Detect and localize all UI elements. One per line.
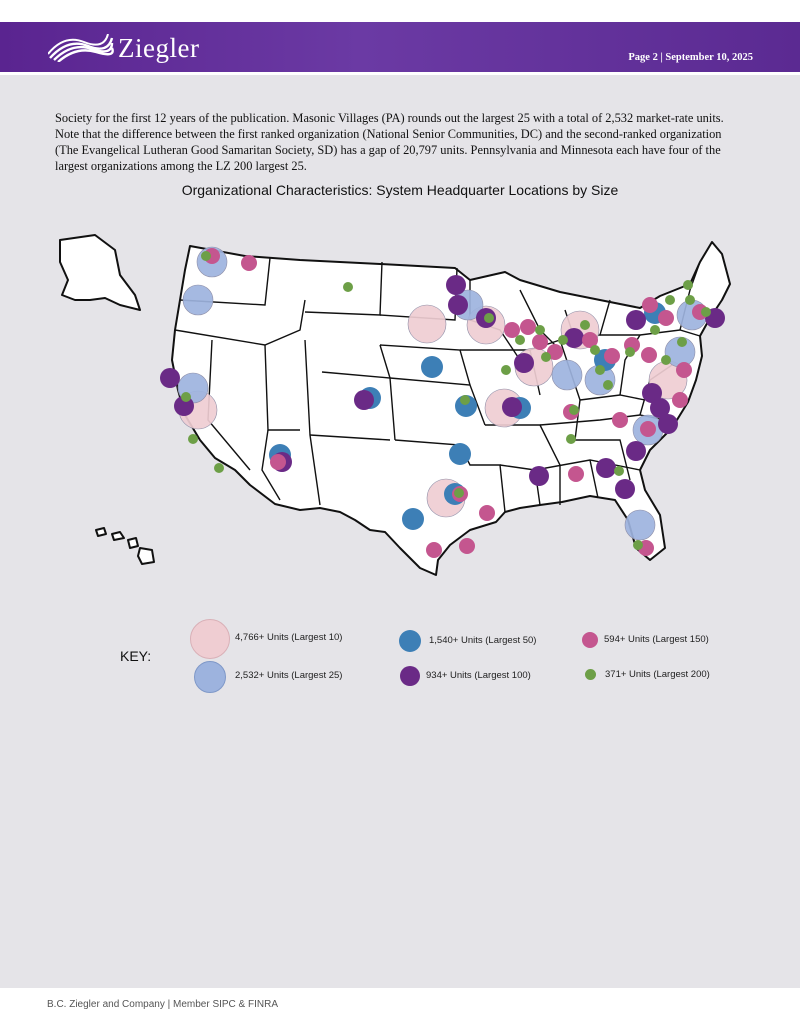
hq-bubble-largest-200 (677, 337, 687, 347)
hq-bubble-largest-200 (343, 282, 353, 292)
hq-bubble-largest-25 (625, 510, 655, 540)
hq-bubble-largest-150 (504, 322, 520, 338)
hq-bubble-largest-100 (502, 397, 522, 417)
hq-bubble-largest-150 (642, 297, 658, 313)
hq-bubble-largest-10 (408, 305, 446, 343)
hq-bubble-largest-200 (580, 320, 590, 330)
legend-item-largest-10 (190, 619, 390, 661)
hq-bubble-largest-200 (214, 463, 224, 473)
page-header (0, 22, 800, 72)
hq-bubble-largest-200 (535, 325, 545, 335)
footer-text: B.C. Ziegler and Company | Member SIPC & FINRA (47, 999, 279, 1010)
wave-icon (48, 34, 114, 62)
intro-paragraph: Society for the first 12 years of the publication. Masonic Villages (PA) rounds out the largest 25 with a total of 2,532 market-rate units. Note that the difference between the first ranked organization (National Senior Communities, DC) and the second-ranked organization (The Evangelical Lutheran Good Samaritan Society, SD) has a gap of 20,797 units. Pennsylvania and Minnesota each have four of the largest organizations among the LZ 200 largest 25. (55, 111, 724, 173)
hq-bubble-largest-200 (590, 345, 600, 355)
hq-bubble-largest-200 (454, 488, 464, 498)
header-divider (0, 72, 800, 75)
hq-bubble-largest-200 (541, 352, 551, 362)
hq-bubble-largest-100 (615, 479, 635, 499)
legend-item-largest-150 (582, 632, 782, 674)
hq-bubble-largest-150 (520, 319, 536, 335)
hq-bubble-largest-200 (501, 365, 511, 375)
hq-bubble-largest-50 (421, 356, 443, 378)
hq-bubble-largest-200 (625, 347, 635, 357)
hawaii-island (112, 532, 124, 540)
legend-label-largest-200: 371+ Units (Largest 200) (605, 669, 710, 680)
top-margin (0, 0, 800, 22)
legend-item-largest-100 (400, 666, 600, 708)
alaska-outline (60, 235, 140, 310)
hq-bubble-largest-150 (270, 454, 286, 470)
legend-label-largest-10: 4,766+ Units (Largest 10) (235, 632, 343, 643)
hq-bubble-largest-150 (676, 362, 692, 378)
legend-swatch-largest-150 (582, 632, 598, 648)
legend-swatch-largest-200 (585, 669, 596, 680)
hq-bubble-largest-150 (672, 392, 688, 408)
hq-bubble-largest-100 (514, 353, 534, 373)
hq-bubble-largest-150 (641, 347, 657, 363)
hq-bubble-largest-150 (640, 421, 656, 437)
hq-bubble-largest-200 (603, 380, 613, 390)
hq-bubble-largest-200 (595, 365, 605, 375)
hq-bubble-largest-100 (448, 295, 468, 315)
hawaii-island (96, 528, 106, 536)
legend-label-largest-50: 1,540+ Units (Largest 50) (429, 635, 537, 646)
hq-bubble-largest-200 (661, 355, 671, 365)
hq-bubble-largest-150 (568, 466, 584, 482)
page-info: Page 2 | September 10, 2025 (628, 52, 753, 63)
hq-bubble-largest-200 (701, 307, 711, 317)
hq-bubble-largest-100 (650, 398, 670, 418)
legend-label-largest-25: 2,532+ Units (Largest 25) (235, 670, 343, 681)
hq-bubble-largest-50 (402, 508, 424, 530)
hq-bubble-largest-200 (569, 405, 579, 415)
hq-bubble-largest-100 (626, 310, 646, 330)
hq-bubble-largest-200 (685, 295, 695, 305)
hq-bubble-largest-200 (515, 335, 525, 345)
hq-bubble-largest-200 (614, 466, 624, 476)
hq-bubble-largest-200 (181, 392, 191, 402)
hq-bubble-largest-200 (650, 325, 660, 335)
hq-bubble-largest-200 (201, 251, 211, 261)
legend-item-largest-25 (194, 661, 394, 703)
hq-bubble-largest-200 (188, 434, 198, 444)
hq-bubble-largest-25 (183, 285, 213, 315)
hq-bubble-largest-200 (665, 295, 675, 305)
hq-bubble-largest-200 (633, 540, 643, 550)
hq-bubble-largest-150 (532, 334, 548, 350)
hq-bubble-largest-100 (596, 458, 616, 478)
legend-swatch-largest-10 (190, 619, 230, 659)
hq-bubble-largest-150 (612, 412, 628, 428)
chart-title: Organizational Characteristics: System Headquarter Locations by Size (181, 182, 619, 198)
us-map (0, 200, 800, 610)
page-footer (0, 988, 800, 1035)
legend-label-largest-100: 934+ Units (Largest 100) (426, 670, 531, 681)
hq-bubble-largest-100 (626, 441, 646, 461)
hq-bubble-largest-50 (449, 443, 471, 465)
hq-bubble-largest-150 (658, 310, 674, 326)
ziegler-logo (48, 30, 198, 66)
legend-swatch-largest-50 (399, 630, 421, 652)
hq-bubble-largest-100 (446, 275, 466, 295)
hq-bubble-largest-200 (460, 395, 470, 405)
hawaii-island (128, 538, 138, 548)
hawaii-island (138, 548, 154, 564)
legend-label-largest-150: 594+ Units (Largest 150) (604, 634, 709, 645)
key-label: KEY: (120, 648, 152, 664)
legend-item-largest-200 (585, 669, 785, 711)
hq-bubble-largest-200 (683, 280, 693, 290)
hq-bubble-largest-100 (529, 466, 549, 486)
logo-wordmark: Ziegler (118, 33, 200, 63)
hq-bubble-largest-150 (241, 255, 257, 271)
hq-bubble-largest-150 (426, 542, 442, 558)
hq-bubble-largest-200 (566, 434, 576, 444)
hq-bubble-largest-150 (479, 505, 495, 521)
legend-swatch-largest-100 (400, 666, 420, 686)
hq-bubble-largest-200 (558, 335, 568, 345)
legend-swatch-largest-25 (194, 661, 226, 693)
hq-bubble-largest-100 (160, 368, 180, 388)
hq-bubble-largest-150 (459, 538, 475, 554)
hq-bubble-largest-150 (604, 348, 620, 364)
hq-bubble-largest-200 (484, 313, 494, 323)
hq-bubble-largest-100 (354, 390, 374, 410)
hq-bubble-largest-25 (552, 360, 582, 390)
